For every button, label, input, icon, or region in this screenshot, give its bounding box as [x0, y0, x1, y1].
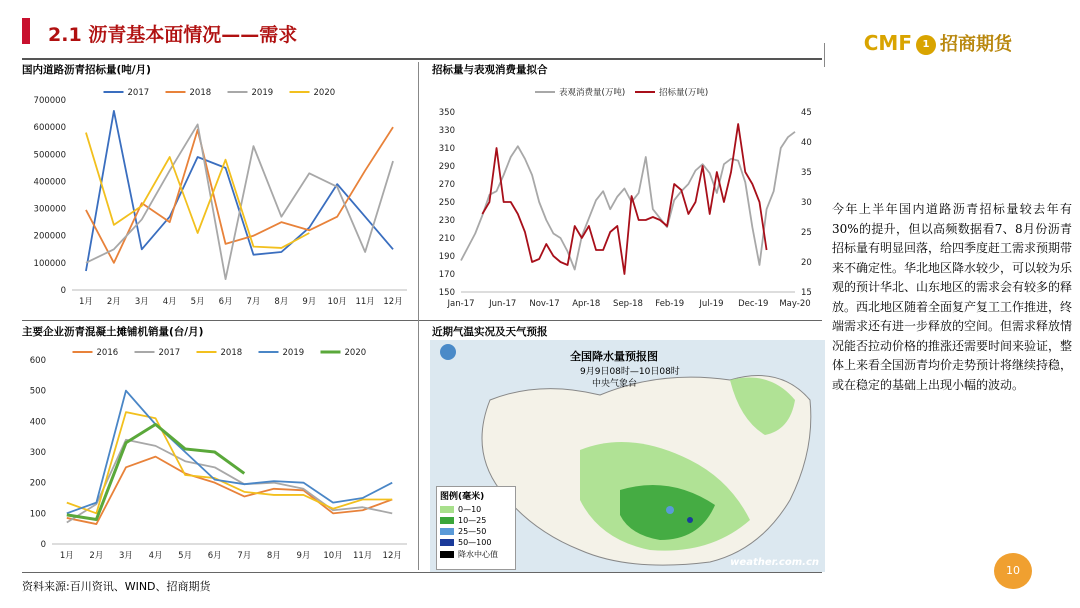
- y-tick-label-right: 35: [801, 168, 812, 178]
- legend-label: 2019: [251, 88, 274, 98]
- legend-label: 2018: [189, 88, 212, 98]
- panel-vertical-divider: [418, 62, 419, 570]
- x-tick-label: Jul-19: [699, 299, 724, 309]
- company-logo: [864, 30, 1012, 56]
- x-tick-label: 5月: [178, 551, 193, 561]
- x-tick-label: 11月: [355, 297, 375, 307]
- y-tick-label: 100000: [33, 258, 66, 269]
- legend-label: 2016: [96, 348, 119, 358]
- y-tick-label-right: 45: [801, 108, 812, 118]
- header-divider: [22, 58, 822, 60]
- x-tick-label: 7月: [237, 551, 252, 561]
- x-tick-label: 3月: [118, 551, 133, 561]
- x-tick-label: 1月: [59, 551, 74, 561]
- x-tick-label: Jan-17: [447, 299, 475, 309]
- legend-label: 2020: [344, 348, 367, 358]
- legend-label: 2020: [313, 88, 336, 98]
- y-tick-label: 300: [29, 448, 46, 458]
- map-legend-item: [437, 548, 515, 561]
- series-line: [461, 132, 795, 270]
- map-legend: [436, 486, 516, 570]
- x-tick-label: 12月: [382, 551, 402, 561]
- x-tick-label: 10月: [327, 297, 347, 307]
- footer-divider: [22, 572, 822, 573]
- y-tick-label: 400: [29, 417, 46, 428]
- legend-label: 25—50: [458, 527, 487, 536]
- legend-swatch: [440, 517, 454, 524]
- map-legend-item: [437, 537, 515, 548]
- x-tick-label: 6月: [218, 297, 233, 307]
- x-tick-label: 8月: [266, 551, 281, 561]
- y-tick-label: 300000: [33, 204, 66, 215]
- logo-text: CMF: [863, 31, 912, 55]
- x-tick-label: 8月: [274, 297, 289, 307]
- legend-label: 50—100: [458, 538, 492, 547]
- panel-title-paver: 主要企业沥青混凝土摊铺机销量(台/月): [22, 326, 204, 338]
- x-tick-label: May-20: [779, 299, 811, 309]
- x-tick-label: 6月: [207, 551, 222, 561]
- y-tick-label-left: 190: [438, 252, 455, 262]
- legend-label: 2018: [220, 348, 243, 358]
- x-tick-label: Nov-17: [529, 299, 560, 309]
- y-tick-label-left: 150: [438, 288, 455, 298]
- y-tick-label: 600000: [33, 123, 66, 134]
- y-tick-label: 400000: [33, 177, 66, 188]
- mid-divider: [22, 320, 822, 321]
- x-tick-label: Feb-19: [655, 299, 685, 309]
- x-tick-label: 11月: [352, 551, 373, 561]
- chart-tender-vs-consumption: [425, 78, 825, 318]
- series-line-2020: [86, 133, 309, 248]
- series-line-2019: [67, 391, 392, 514]
- weather-map: [430, 340, 825, 572]
- y-tick-label-left: 250: [438, 198, 455, 208]
- y-tick-label-left: 310: [438, 144, 455, 154]
- y-tick-label-left: 210: [438, 234, 455, 244]
- x-tick-label: 2月: [106, 297, 121, 307]
- chart-paver-sales: [20, 338, 415, 570]
- y-tick-label-right: 20: [801, 258, 812, 268]
- y-tick-label-right: 30: [801, 198, 812, 208]
- y-tick-label-right: 40: [801, 138, 812, 148]
- legend-swatch: [440, 506, 454, 513]
- y-tick-label: 600: [29, 356, 46, 366]
- map-legend-item: [437, 515, 515, 526]
- y-tick-label: 0: [60, 286, 66, 296]
- y-tick-label-right: 25: [801, 228, 812, 238]
- x-tick-label: 4月: [162, 297, 177, 307]
- x-tick-label: 2月: [89, 551, 104, 561]
- logo-cn: 招商期货: [940, 34, 1012, 55]
- map-legend-item: [437, 526, 515, 537]
- map-subtitle: 9月9日08时—10日08时: [580, 367, 680, 377]
- chart-tender-volume: [20, 78, 415, 318]
- series-line-2017: [86, 111, 393, 271]
- map-title: 全国降水量预报图: [570, 350, 658, 363]
- map-agency: 中央气象台: [592, 379, 638, 389]
- x-tick-label: 4月: [148, 551, 163, 561]
- legend-label: 10—25: [458, 516, 487, 525]
- y-tick-label-right: 15: [801, 288, 812, 298]
- y-tick-label: 100: [29, 509, 46, 520]
- series-line: [482, 124, 766, 274]
- page-number: 10: [994, 553, 1032, 589]
- map-legend-item: [437, 504, 515, 515]
- panel-title-tender: 国内道路沥青招标量(吨/月): [22, 64, 151, 76]
- weather-logo-icon: [440, 344, 456, 360]
- x-tick-label: 3月: [134, 297, 149, 307]
- legend-label: 2017: [158, 348, 181, 358]
- map-watermark: weather.com.cn: [730, 557, 819, 568]
- legend-swatch: [440, 539, 454, 546]
- y-tick-label: 200: [29, 478, 46, 489]
- logo-badge: 1: [916, 35, 936, 55]
- x-tick-label: Jun-17: [489, 299, 517, 309]
- title-accent-bar: [22, 18, 30, 44]
- y-tick-label: 500: [29, 386, 46, 397]
- x-tick-label: Apr-18: [572, 299, 601, 309]
- legend-label: 2019: [282, 348, 305, 358]
- x-tick-label: 1月: [78, 297, 93, 307]
- legend-label: 2017: [127, 88, 150, 98]
- y-tick-label-left: 230: [438, 216, 455, 226]
- commentary-text: 今年上半年国内道路沥青招标量较去年有30%的提升，但以高频数据看7、8月份沥青招标量有明显回落，给四季度赶工需求预期带来不确定性。华北地区降水较少，可以较为乐观的预计华北、山东地区的需求会有较多的释放。西北地区随着全面复产复工工作推进，终端需求还有进一步释放的空间。但需求释放情况能否拉动价格的推涨还需要时间来验证，整体上来看全国沥青均价走势预计将继续持稳，或在稳定的基础上出现小幅的波动。: [832, 202, 1073, 392]
- x-tick-label: 9月: [302, 297, 317, 307]
- x-tick-label: 7月: [246, 297, 261, 307]
- y-tick-label-left: 350: [438, 108, 455, 118]
- panel-title-fit: 招标量与表观消费量拟合: [432, 64, 548, 76]
- legend-swatch: [440, 528, 454, 535]
- legend-label: 招标量(万吨): [659, 88, 709, 98]
- x-tick-label: Dec-19: [738, 299, 769, 309]
- logo-divider: [824, 43, 825, 67]
- x-tick-label: 10月: [323, 551, 343, 561]
- y-tick-label: 700000: [33, 96, 66, 106]
- x-tick-label: Sep-18: [613, 299, 643, 309]
- slide-title: 2.1 沥青基本面情况——需求: [48, 24, 298, 46]
- panel-title-weather: 近期气温实况及天气预报: [432, 326, 548, 338]
- source-note: 资料来源:百川资讯、WIND、招商期货: [22, 580, 211, 593]
- legend-swatch: [440, 551, 454, 558]
- map-legend-title: 图例(毫米): [440, 492, 485, 502]
- x-tick-label: 12月: [383, 297, 403, 307]
- y-tick-label-left: 170: [438, 270, 455, 280]
- y-tick-label: 500000: [33, 150, 66, 161]
- x-tick-label: 5月: [190, 297, 205, 307]
- y-tick-label-left: 330: [438, 126, 455, 136]
- y-tick-label: 200000: [33, 231, 66, 242]
- rain-center-heavy: [666, 506, 674, 514]
- legend-label: 表观消费量(万吨): [559, 88, 626, 98]
- y-tick-label-left: 270: [438, 180, 455, 190]
- rain-center-storm: [687, 517, 693, 523]
- y-tick-label: 0: [40, 540, 46, 550]
- legend-label: 降水中心值: [458, 550, 498, 559]
- y-tick-label-left: 290: [438, 162, 455, 172]
- x-tick-label: 9月: [296, 551, 311, 561]
- legend-label: 0—10: [458, 505, 482, 514]
